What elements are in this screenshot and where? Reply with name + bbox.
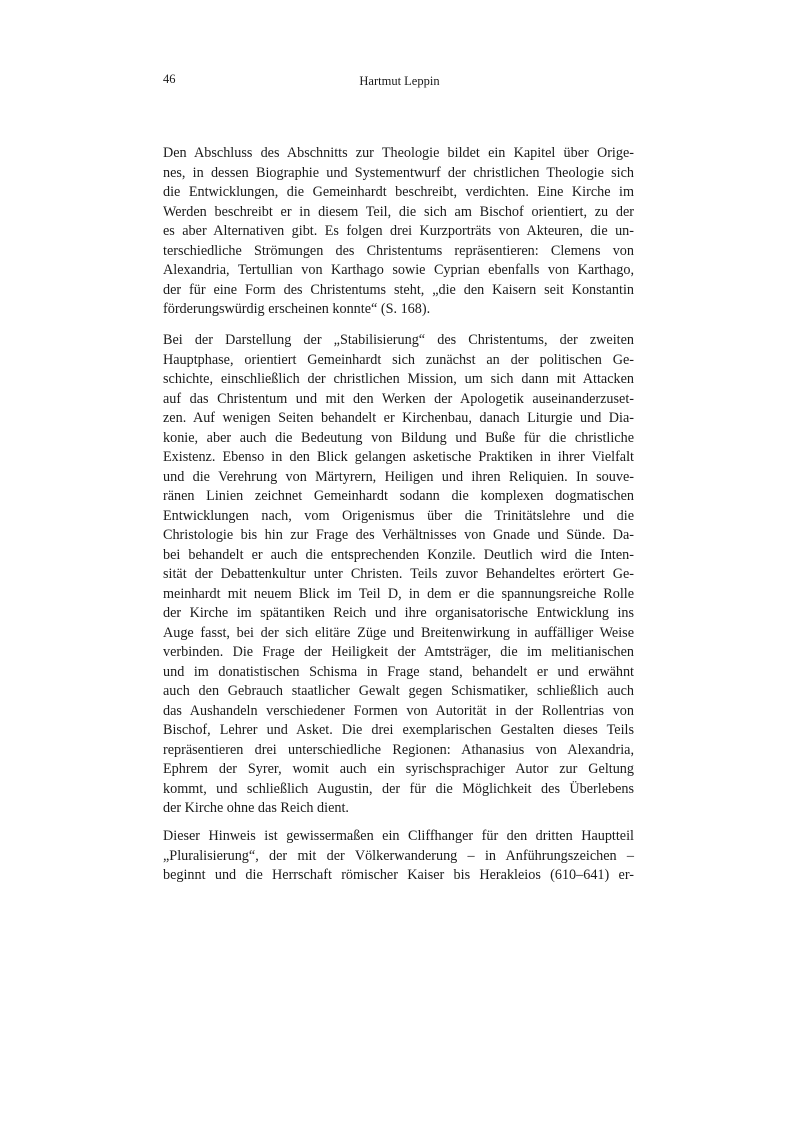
text-line: förderungswürdig erscheinen konnte“ (S. 168).: [163, 301, 431, 317]
text-line: auf das Christentum und mit den Werken der Apologetik auseinanderzuset-: [163, 390, 634, 407]
text-line: das Aushandeln verschiedener Formen von Autorität in der Rollentrias von: [163, 702, 634, 719]
text-line: Christologie bis hin zur Frage des Verhältnisses von Gnade und Sünde. Da-: [163, 527, 634, 543]
text-line: und die Verehrung von Märtyrern, Heiligen und ihren Reliquien. In souve-: [163, 468, 634, 485]
text-line: es aber Alternativen gibt. Es folgen drei Kurzporträts von Akteuren, die un-: [163, 223, 634, 239]
text-line: die Entwicklungen, die Gemeinhardt beschreibt, verdichten. Eine Kirche im: [163, 184, 634, 200]
text-line: der Kirche ohne das Reich dient.: [163, 800, 349, 816]
page-number: 46: [163, 72, 176, 86]
text-line: Hauptphase, orientiert Gemeinhardt sich zunächst an der politischen Ge-: [163, 351, 634, 368]
text-line: bei behandelt er auch die entsprechenden Konzile. Deutlich wird die Inten-: [163, 546, 634, 563]
paragraph-2: [163, 331, 634, 819]
text-line: Entwicklungen nach, vom Origenismus über die Trinitätslehre und die: [163, 507, 634, 524]
text-line: konie, aber auch die Bedeutung von Bildung und Buße für die christliche: [163, 429, 634, 446]
text-line: repräsentieren drei unterschiedliche Regionen: Athanasius von Alexandria,: [163, 741, 634, 758]
text-line: auch den Gebrauch staatlicher Gewalt gegen Schismatiker, schließlich auch: [163, 683, 634, 699]
text-line: terschiedliche Strömungen des Christentums repräsentieren: Clemens von: [163, 242, 634, 259]
text-line: Werden beschreibt er in diesem Teil, die sich am Bischof orientiert, zu der: [163, 203, 634, 220]
paragraph-3: [163, 827, 634, 886]
text-line: zen. Auf wenigen Seiten behandelt er Kirchenbau, danach Liturgie und Dia-: [163, 410, 634, 426]
text-line: sität der Debattenkultur unter Christen. Teils zuvor Behandeltes erörtert Ge-: [163, 566, 634, 582]
text-line: der Kirche im spätantiken Reich und ihre organisatorische Entwicklung ins: [163, 605, 634, 621]
text-line: Auge fasst, bei der sich elitäre Züge und Breitenwirkung in auffälliger Weise: [163, 624, 634, 641]
text-line: der für eine Form des Christentums steht, „die den Kaisern seit Konstantin: [163, 281, 634, 298]
paragraph-1: [163, 144, 634, 320]
text-line: Den Abschluss des Abschnitts zur Theologie bildet ein Kapitel über Orige-: [163, 145, 634, 161]
running-head: Hartmut Leppin: [359, 74, 440, 88]
text-line: Dieser Hinweis ist gewissermaßen ein Cliffhanger für den dritten Hauptteil: [163, 828, 634, 844]
text-line: meinhardt mit neuem Blick im Teil D, in dem er die spannungsreiche Rolle: [163, 585, 634, 602]
text-line: Alexandria, Tertullian von Karthago sowie Cyprian ebenfalls von Karthago,: [163, 262, 634, 278]
text-line: und im donatistischen Schisma in Frage stand, behandelt er und erwähnt: [163, 663, 634, 680]
text-line: ränen Linien zeichnet Gemeinhardt sodann die komplexen dogmatischen: [163, 488, 634, 504]
text-line: Bei der Darstellung der „Stabilisierung“ des Christentums, der zweiten: [163, 332, 634, 348]
text-line: „Pluralisierung“, der mit der Völkerwanderung – in Anführungszeichen –: [163, 847, 634, 864]
text-line: verbinden. Die Frage der Heiligkeit der Amtsträger, die im melitianischen: [163, 644, 634, 660]
text-line: Ephrem der Syrer, womit auch ein syrischsprachiger Autor zur Geltung: [163, 761, 634, 777]
text-line: beginnt und die Herrschaft römischer Kaiser bis Herakleios (610–641) er-: [163, 867, 634, 883]
text-line: Bischof, Lehrer und Asket. Die drei exemplarischen Gestalten dieses Teils: [163, 722, 634, 738]
text-line: schichte, einschließlich der christlichen Mission, um sich dann mit Attacken: [163, 371, 634, 387]
text-line: kommt, und schließlich Augustin, der für die Möglichkeit des Überlebens: [163, 780, 634, 797]
text-line: nes, in dessen Biographie und Systementwurf der christlichen Theologie sich: [163, 164, 634, 181]
text-line: Existenz. Ebenso in den Blick gelangen asketische Praktiken in ihrer Vielfalt: [163, 449, 634, 465]
